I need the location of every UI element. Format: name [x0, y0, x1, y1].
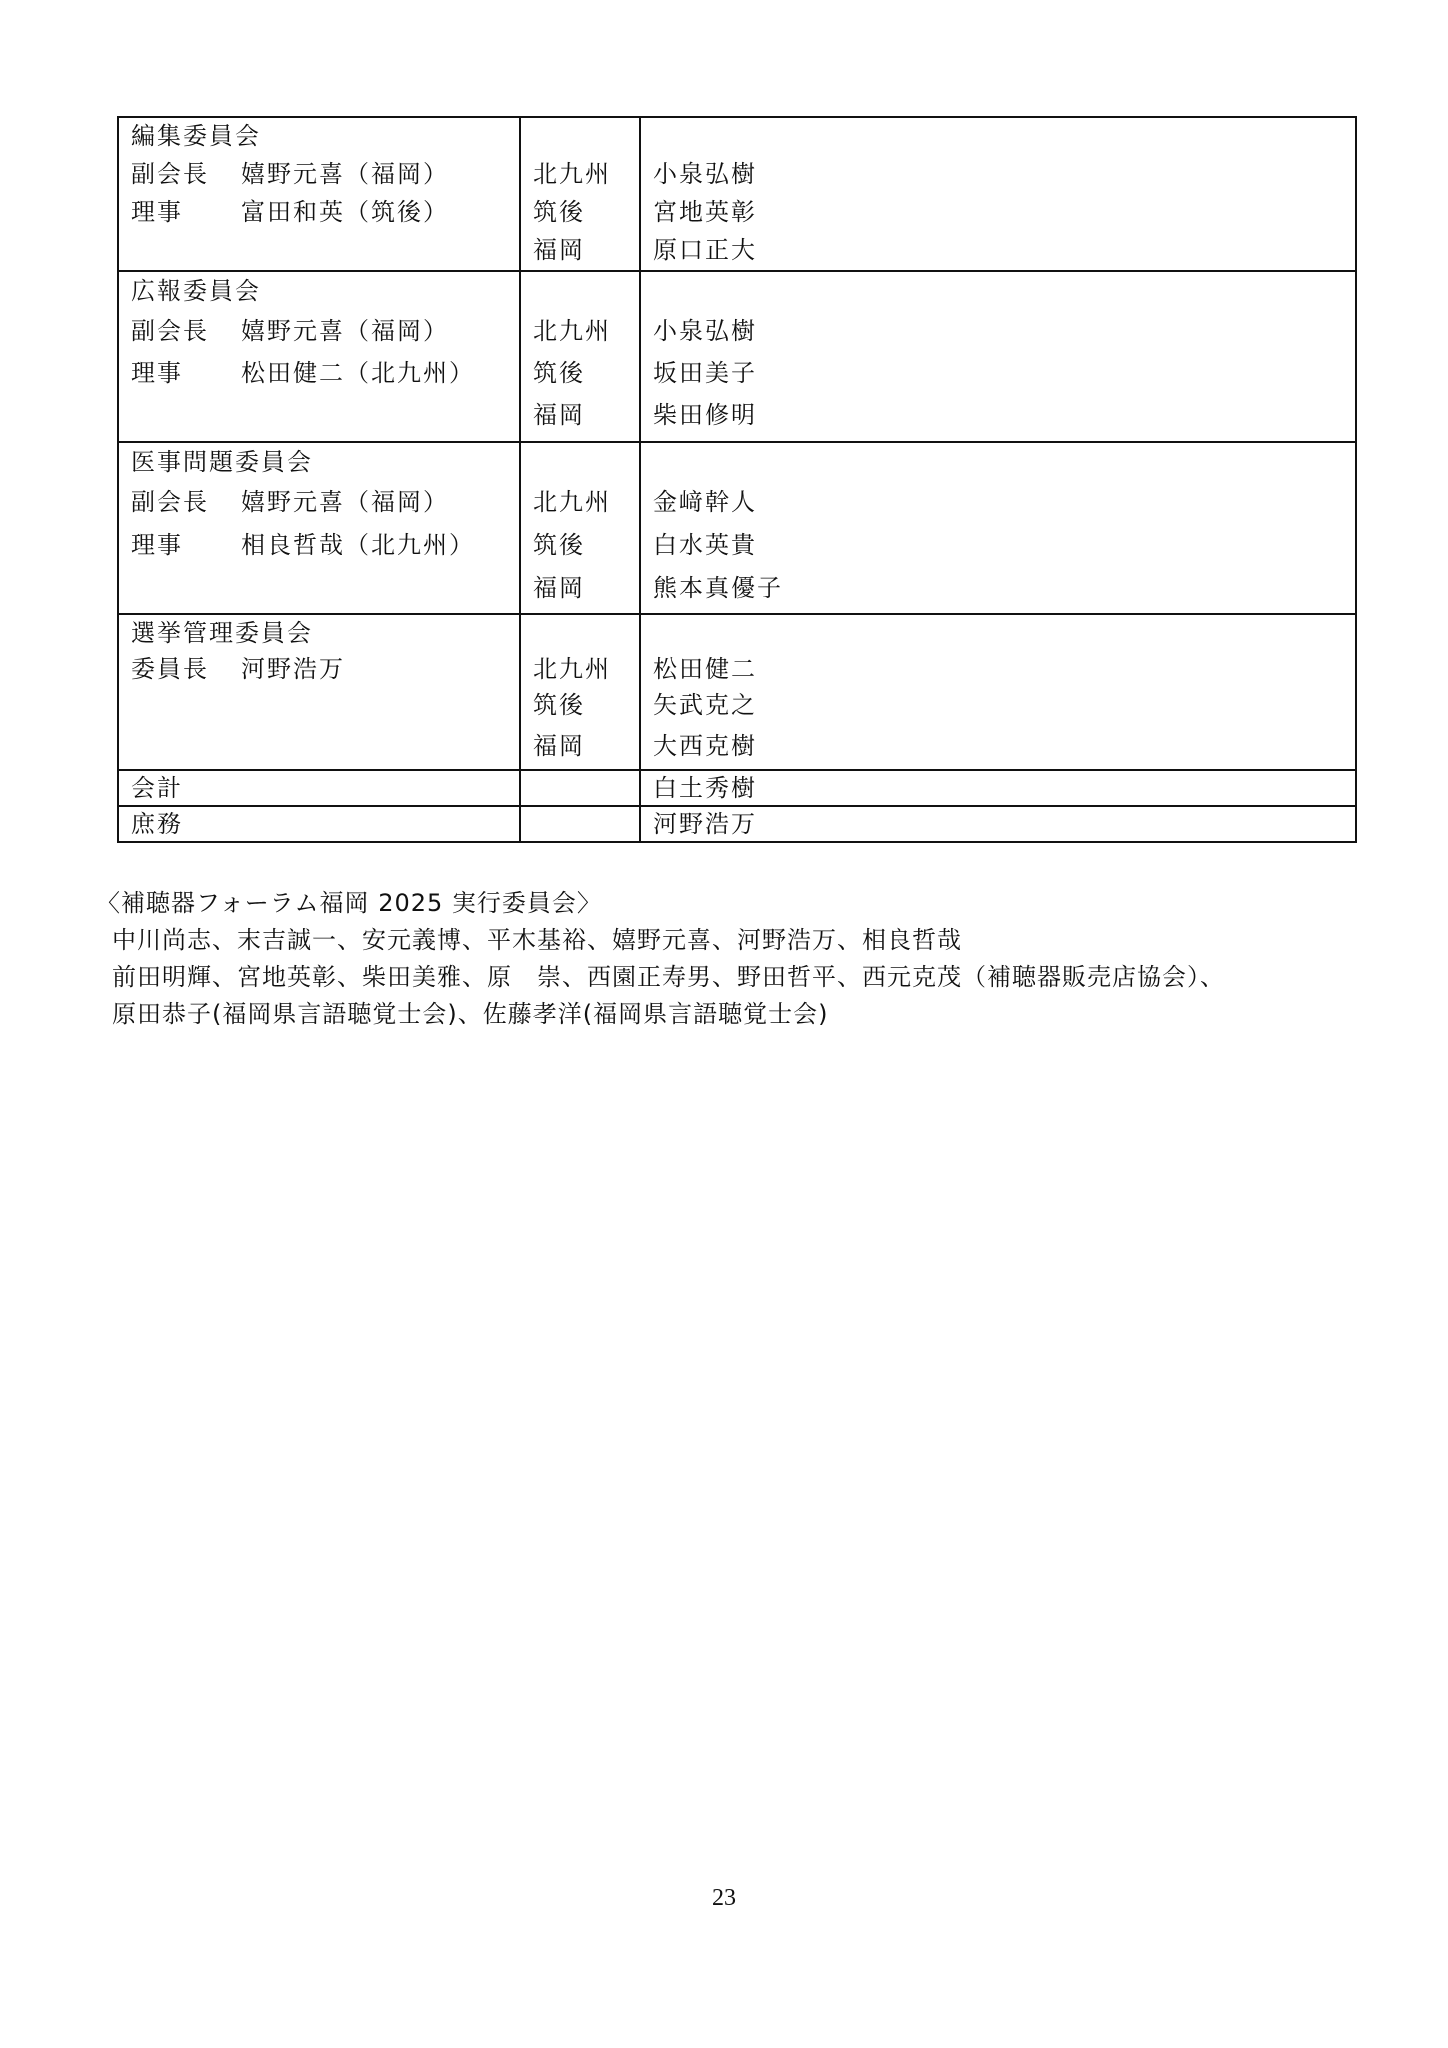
officer-person: 松田健二（北九州） — [241, 359, 475, 387]
simple-label-cell — [118, 770, 520, 806]
forum-members-line: 原田恭子(福岡県言語聴覚士会)、佐藤孝洋(福岡県言語聴覚士会) — [112, 1000, 829, 1028]
officer-person: 嬉野元喜（福岡） — [241, 160, 449, 188]
officer-role: 副会長 — [131, 488, 209, 516]
page-number: 23 — [712, 1885, 736, 1911]
officer-line — [119, 352, 519, 394]
member-region: 北九州 — [533, 317, 611, 345]
member-name: 原口正大 — [653, 236, 757, 264]
region-cell — [520, 271, 640, 442]
forum-members-line: 中川尚志、末吉誠一、安元義博、平木基裕、嬉野元喜、河野浩万、相良哲哉 — [112, 926, 962, 954]
member-region: 筑後 — [533, 691, 585, 719]
simple-name-cell — [640, 770, 1356, 806]
forum-members-line: 前田明輝、宮地英彰、柴田美雅、原 崇、西園正寿男、野田哲平、西元克茂（補聴器販売店協会）、 — [112, 963, 1225, 991]
region-cell — [520, 614, 640, 770]
committee-info-cell — [118, 614, 520, 770]
member-name: 熊本真優子 — [653, 574, 783, 602]
officer-line — [119, 310, 519, 352]
simple-row — [118, 770, 1356, 806]
officer-role: 副会長 — [131, 160, 209, 188]
forum-heading: 〈補聴器フォーラム福岡 2025 実行委員会〉 — [96, 889, 602, 917]
member-cell — [640, 271, 1356, 442]
committee-row — [118, 271, 1356, 442]
member-name: 小泉弘樹 — [653, 160, 757, 188]
forum-section — [96, 885, 1225, 1033]
simple-row — [118, 806, 1356, 842]
member-region: 福岡 — [533, 401, 585, 429]
empty-region-cell — [520, 770, 640, 806]
officer-person: 富田和英（筑後） — [241, 198, 449, 226]
committee-row — [118, 442, 1356, 614]
member-name: 柴田修明 — [653, 401, 757, 429]
officer-person: 相良哲哉（北九州） — [241, 531, 475, 559]
officer-role: 副会長 — [131, 317, 209, 345]
member-region: 北九州 — [533, 160, 611, 188]
officer-person: 嬉野元喜（福岡） — [241, 317, 449, 345]
member-region: 筑後 — [533, 531, 585, 559]
committee-info-cell — [118, 442, 520, 614]
member-name: 金﨑幹人 — [653, 488, 757, 516]
officer-person: 嬉野元喜（福岡） — [241, 488, 449, 516]
committee-name: 医事問題委員会 — [131, 448, 313, 476]
officer-line — [119, 651, 519, 687]
officer-line — [119, 155, 519, 193]
member-cell — [640, 442, 1356, 614]
row-name: 河野浩万 — [653, 810, 757, 838]
member-region: 筑後 — [533, 359, 585, 387]
member-name: 矢武克之 — [653, 691, 757, 719]
row-label: 庶務 — [131, 810, 183, 838]
committee-row — [118, 117, 1356, 271]
officer-role: 理事 — [131, 198, 183, 226]
region-cell — [520, 442, 640, 614]
row-label: 会計 — [131, 774, 183, 802]
officer-person: 河野浩万 — [241, 655, 345, 683]
member-cell — [640, 614, 1356, 770]
member-cell — [640, 117, 1356, 271]
simple-name-cell — [640, 806, 1356, 842]
member-region: 福岡 — [533, 574, 585, 602]
row-name: 白土秀樹 — [653, 774, 757, 802]
simple-label-cell — [118, 806, 520, 842]
officer-line — [119, 193, 519, 231]
committee-name: 広報委員会 — [131, 277, 261, 305]
officer-role: 理事 — [131, 359, 183, 387]
committee-name: 選挙管理委員会 — [131, 619, 313, 647]
member-region: 筑後 — [533, 198, 585, 226]
committee-info-cell — [118, 271, 520, 442]
region-cell — [520, 117, 640, 271]
member-name: 小泉弘樹 — [653, 317, 757, 345]
committee-row — [118, 614, 1356, 770]
member-name: 坂田美子 — [653, 359, 757, 387]
officer-role: 理事 — [131, 531, 183, 559]
member-name: 宮地英彰 — [653, 198, 757, 226]
officer-line — [119, 524, 519, 567]
officer-line — [119, 481, 519, 524]
member-region: 福岡 — [533, 236, 585, 264]
member-name: 大西克樹 — [653, 732, 757, 760]
member-name: 白水英貴 — [653, 531, 757, 559]
member-region: 北九州 — [533, 655, 611, 683]
officer-role: 委員長 — [131, 655, 209, 683]
member-region: 福岡 — [533, 732, 585, 760]
committee-info-cell — [118, 117, 520, 271]
committee-name: 編集委員会 — [131, 122, 261, 150]
member-name: 松田健二 — [653, 655, 757, 683]
member-region: 北九州 — [533, 488, 611, 516]
committee-table — [117, 116, 1357, 843]
empty-region-cell — [520, 806, 640, 842]
